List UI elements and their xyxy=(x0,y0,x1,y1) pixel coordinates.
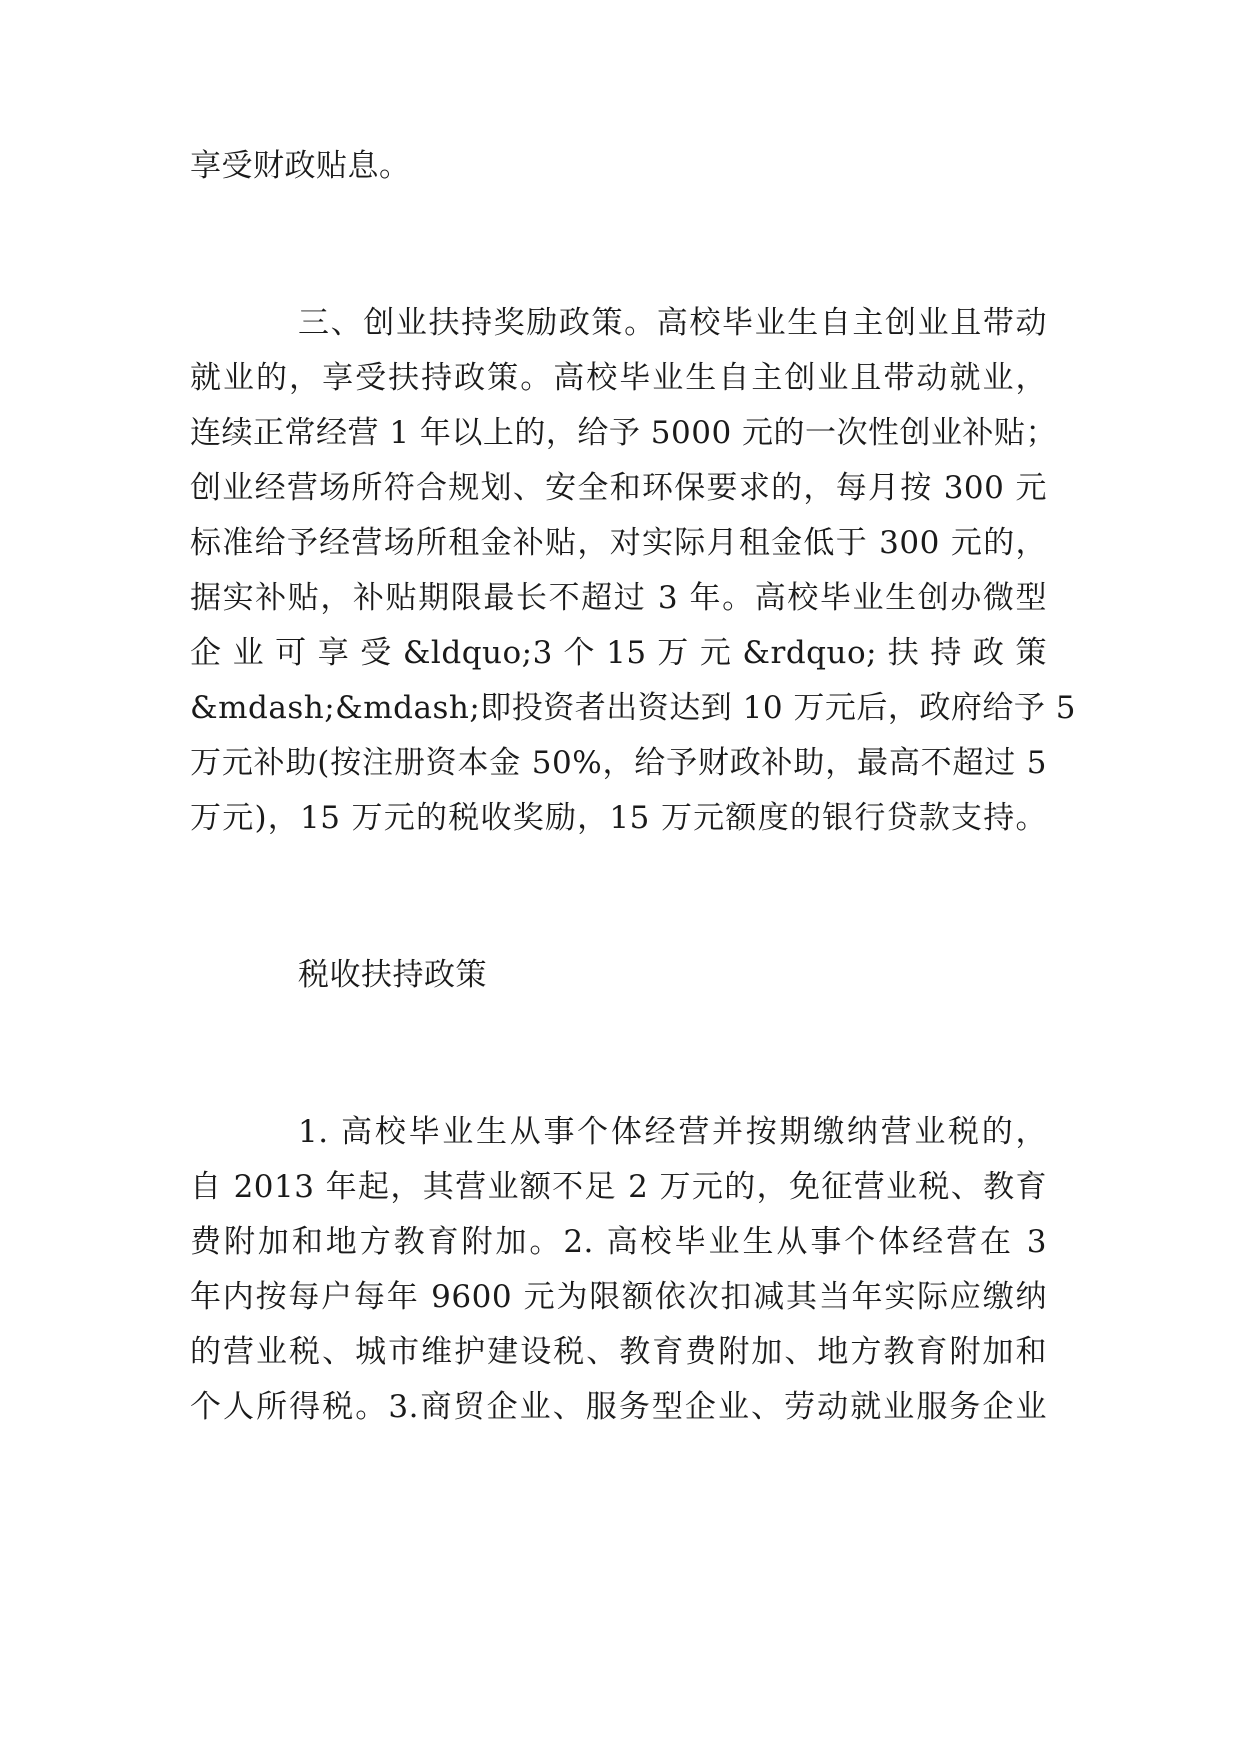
paragraph-line: 据实补贴，补贴期限最长不超过 3 年。高校毕业生创办微型 xyxy=(190,580,1047,616)
paragraph-line: 就业的，享受扶持政策。高校毕业生自主创业且带动就业， xyxy=(190,360,1047,396)
paragraph-line: 享受财政贴息。 xyxy=(190,148,411,184)
paragraph-line: 的营业税、城市维护建设税、教育费附加、地方教育附加和 xyxy=(190,1334,1047,1370)
paragraph-line: 企 业 可 享 受 &ldquo;3 个 15 万 元 &rdquo; 扶 持 政 策 xyxy=(190,635,1047,671)
paragraph-line: 个人所得税。3.商贸企业、服务型企业、劳动就业服务企业 xyxy=(190,1389,1047,1425)
paragraph-line: 年内按每户每年 9600 元为限额依次扣减其当年实际应缴纳 xyxy=(190,1279,1047,1315)
paragraph-line: 标准给予经营场所租金补贴，对实际月租金低于 300 元的， xyxy=(190,525,1047,561)
section-heading: 税收扶持政策 xyxy=(298,957,487,993)
paragraph-line: 创业经营场所符合规划、安全和环保要求的，每月按 300 元 xyxy=(190,470,1047,506)
paragraph-line: 万元)，15 万元的税收奖励，15 万元额度的银行贷款支持。 xyxy=(190,800,1047,836)
paragraph-line: &mdash;&mdash;即投资者出资达到 10 万元后，政府给予 5 xyxy=(190,690,1076,726)
paragraph-line: 自 2013 年起，其营业额不足 2 万元的，免征营业税、教育 xyxy=(190,1169,1047,1205)
paragraph-line: 费附加和地方教育附加。2. 高校毕业生从事个体经营在 3 xyxy=(190,1224,1047,1260)
paragraph-line: 万元补助(按注册资本金 50%，给予财政补助，最高不超过 5 xyxy=(190,745,1047,781)
paragraph-line: 1. 高校毕业生从事个体经营并按期缴纳营业税的， xyxy=(298,1114,1047,1150)
paragraph-line: 连续正常经营 1 年以上的，给予 5000 元的一次性创业补贴； xyxy=(190,415,1058,451)
paragraph-line: 三、创业扶持奖励政策。高校毕业生自主创业且带动 xyxy=(298,305,1047,341)
